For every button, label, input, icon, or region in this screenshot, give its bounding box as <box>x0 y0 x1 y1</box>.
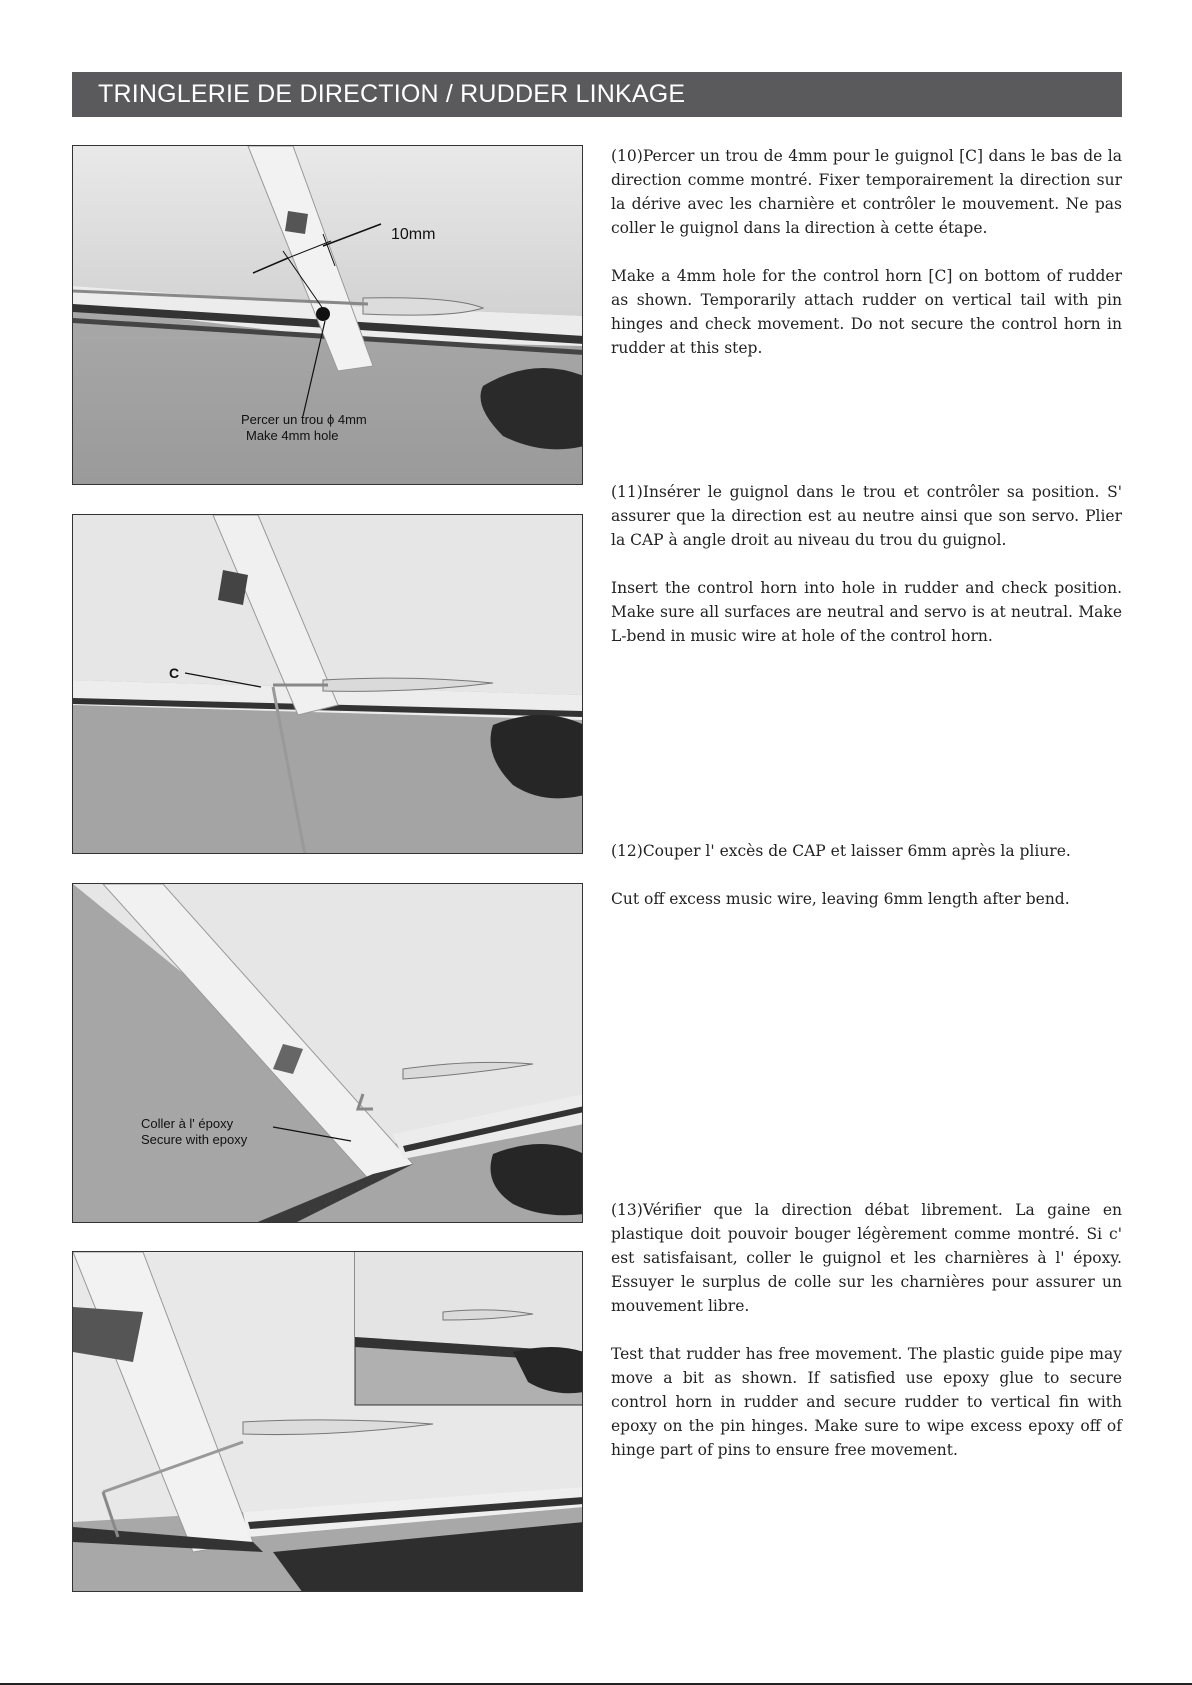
dimension-label: 10mm <box>391 226 436 243</box>
photo-insert-horn <box>72 514 583 854</box>
photo-drill-hole <box>72 145 583 485</box>
step-13-fr: (13)Vérifier que la direction débat librement. La gaine en plastique doit pouvoir bouger légèrement comme montré. Si c' est satisfaisant, coller le guignol et les charnières à l' époxy. Essuyer le surplus de colle sur les charnières pour assurer un mouvement libre. <box>611 1201 1122 1315</box>
section-title: TRINGLERIE DE DIRECTION / RUDDER LINKAGE <box>98 80 686 108</box>
photo-free-movement <box>72 1251 583 1592</box>
step-12 <box>611 839 1122 935</box>
step-10-en: Make a 4mm hole for the control horn [C] on bottom of rudder as shown. Temporarily attach rudder on vertical tail with pin hinges and check movement. Do not secure the control horn in rudder at this step. <box>611 267 1122 357</box>
epoxy-label-en: Secure with epoxy <box>141 1132 248 1147</box>
step-12-en: Cut off excess music wire, leaving 6mm length after bend. <box>611 890 1070 908</box>
step-12-fr: (12)Couper l' excès de CAP et laisser 6mm après la pliure. <box>611 842 1071 860</box>
section-header <box>72 72 1122 117</box>
step-10-fr: (10)Percer un trou de 4mm pour le guignol [C] dans le bas de la direction comme montré. Fixer temporairement la direction sur la dérive avec les charnière et contrôler le mouvement. Ne pas coller le guignol dans la direction à cette étape. <box>611 147 1122 237</box>
step-11 <box>611 480 1122 672</box>
photo-cut-wire <box>72 883 583 1223</box>
step-13-en: Test that rudder has free movement. The plastic guide pipe may move a bit as shown. If satisfied use epoxy glue to secure control horn in rudder and secure rudder to vertical fin with epoxy on the pin hinges. Make sure to wipe excess epoxy off of hinge part of pins to ensure free movement. <box>611 1345 1122 1459</box>
step-11-fr: (11)Insérer le guignol dans le trou et contrôler sa position. S' assurer que la direction est au neutre ainsi que son servo. Plier la CAP à angle droit au niveau du trou du guignol. <box>611 483 1122 549</box>
epoxy-label-fr: Coller à l' époxy <box>141 1116 234 1131</box>
step-11-en: Insert the control horn into hole in rudder and check position. Make sure all surfaces are neutral and servo is at neutral. Make L-bend in music wire at hole of the control horn. <box>611 579 1122 645</box>
drill-label-fr: Percer un trou ϕ 4mm <box>241 412 367 427</box>
step-10 <box>611 144 1122 384</box>
label-c: C <box>169 665 180 681</box>
drill-label-en: Make 4mm hole <box>246 428 339 443</box>
step-13 <box>611 1198 1122 1486</box>
